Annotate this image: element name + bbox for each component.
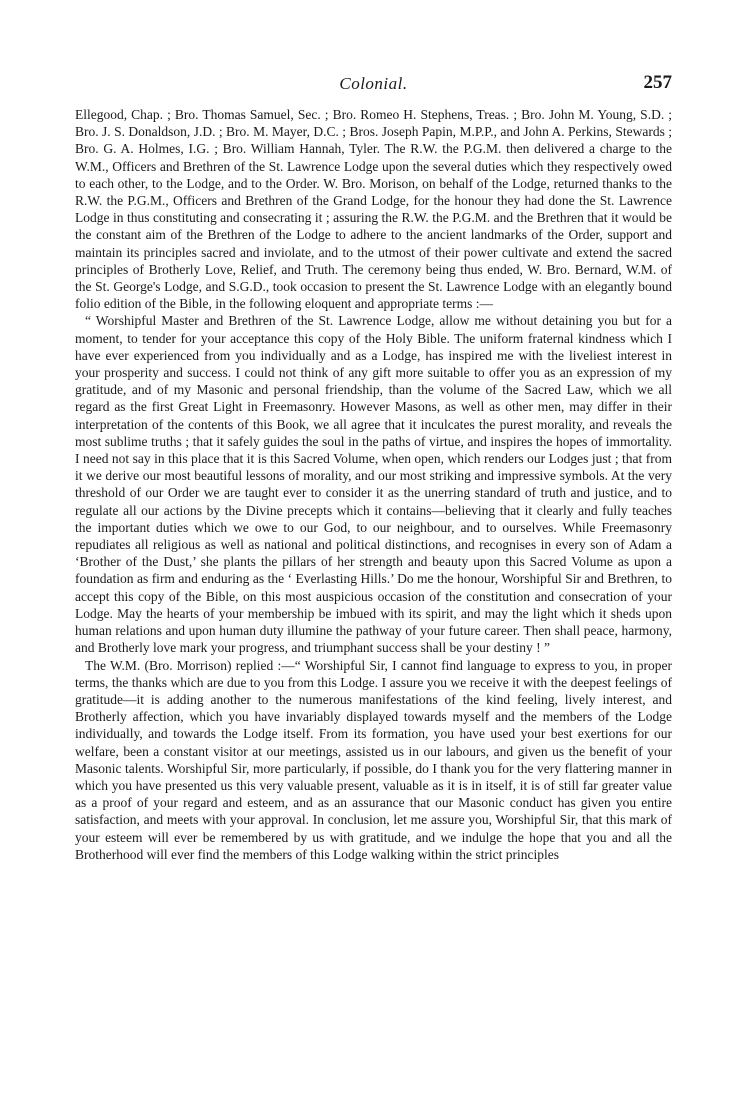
paragraph-bible-presentation-speech: “ Worshipful Master and Brethren of the St. Lawrence Lodge, allow me without detaining you but for a moment, to tender for your acceptance this copy of the Holy Bible. The uniform fraternal kindness which I have ever experienced from you individually and as a Lodge, has inspired me with the liveliest interest in your prosperity and success. I could not think of any gift more suitable to offer you as an expression of my gratitude, and of my Masonic and personal friendship, than the volume of the Sacred Law, which we all regard as the first Great Light in Freemasonry. However Masons, as well as other men, may differ in their interpretation of the contents of this Book, we all agree that it inculcates the purest morality, and reveals the most sublime truths ; that it safely guides the soul in the paths of virtue, and inspires the hopes of immortality. I need not say in this place that it is this Sacred Volume, when open, which renders our Lodges just ; that from it we derive our most beautiful lessons of morality, and our most striking and impressive symbols. At the very threshold of our Order we are taught ever to consider it as the unerring standard of truth and justice, and to regulate all our actions by the Divine precepts which it contains—believing that it clearly and fully teaches the important duties which we owe to our God, to our neighbour, and to ourselves. While Freemasonry repudiates all religious as well as national and political distinctions, and recognises in every son of Adam a ‘Brother of the Dust,’ she plants the pillars of her strength and beauty upon this Sacred Volume as upon a foundation as firm and enduring as the ‘ Everlasting Hills.’ Do me the honour, Worshipful Sir and Brethren, to accept this copy of the Bible, on this most auspicious occasion of the constitution and consecration of your Lodge. May the hearts of your membership be imbued with its spirit, and may the light which it sheds upon human relations and upon human duty illumine the pathway of your future career. Then shall peace, harmony, and Brotherly love mark your progress, and triumphant success shall be your destiny ! ” (75, 313, 672, 656)
running-head (75, 68, 672, 102)
book-page (75, 68, 672, 1078)
paragraph-wm-reply: The W.M. (Bro. Morrison) replied :—“ Worshipful Sir, I cannot find language to express to you, in proper terms, the thanks which are due to you from this Lodge. I assure you we receive it with the deepest feelings of gratitude—it is adding another to the numerous manifestations of the kind feeling, lively interest, and Brotherly affection, which you have invariably displayed towards myself and the members of the Lodge individually, and towards the Lodge itself. From its formation, you have used your best exertions for our welfare, been a constant visitor at our meetings, assisted us in our labours, and given us the benefit of your Masonic talents. Worshipful Sir, more particularly, if possible, do I thank you for the very flattering manner in which you have presented us this very valuable present, valuable as it is in itself, it is of still far greater value as a proof of your regard and esteem, and as an assurance that our Masonic conduct has given you entire satisfaction, and meets with your approval. In conclusion, let me assure you, Worshipful Sir, that this mark of your esteem will ever be remembered by us with gratitude, and we indulge the hope that you and all the Brotherhood will ever find the members of this Lodge walking within the strict principles (75, 657, 672, 862)
running-title: Colonial. (339, 74, 408, 93)
page-number: 257 (643, 72, 672, 93)
body-text (75, 106, 672, 863)
paragraph-lodge-officers: Ellegood, Chap. ; Bro. Thomas Samuel, Sec. ; Bro. Romeo H. Stephens, Treas. ; Bro. John M. Young, S.D. ; Bro. J. S. Donaldson, J.D. ; Bro. M. Mayer, D.C. ; Bros. Joseph Papin, M.P.P., and John A. Perkins, Stewards ; Bro. G. A. Holmes, I.G. ; Bro. William Hannah, Tyler. The R.W. the P.G.M. then delivered a charge to the W.M., Officers and Brethren of the St. Lawrence Lodge upon the several duties which they respectively owed to each other, to the Lodge, and to the Order. W. Bro. Morison, on behalf of the Lodge, returned thanks to the R.W. the P.G.M., Officers and Brethren of the Grand Lodge, for the honour they had done the St. Lawrence Lodge in thus constituting and consecrating it ; assuring the R.W. the P.G.M. and the Brethren that it would be the constant aim of the Brethren of the Lodge to adhere to the ancient landmarks of the Order, support and maintain its principles sacred and inviolate, and to the utmost of their power cultivate and extend the sacred principles of Brotherly Love, Relief, and Truth. The ceremony being thus ended, W. Bro. Bernard, W.M. of the St. George's Lodge, and S.G.D., took occasion to present the St. Lawrence Lodge with an elegantly bound folio edition of the Bible, in the following eloquent and appropriate terms :— (75, 107, 672, 312)
